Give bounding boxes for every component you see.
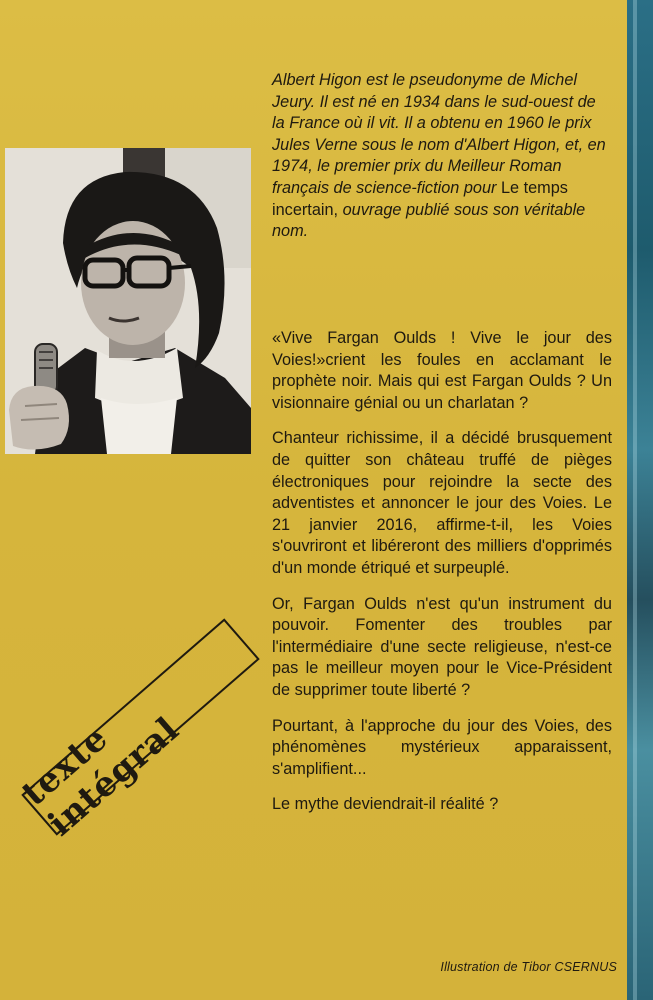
author-bio bbox=[272, 70, 612, 243]
synopsis-paragraph: Le mythe deviendrait-il réalité ? bbox=[272, 795, 499, 814]
bio-text-part-2: ouvrage publié sous son véritable nom. bbox=[272, 200, 586, 241]
illustration-credit: Illustration de Tibor CSERNUS bbox=[440, 960, 617, 974]
synopsis-paragraph: Chanteur richissime, il a décidé brusquement de quitter son château truffé de pièges électroniques pour rejoindre la secte des adventistes et annoncer le jour des Voies. Le 21 janvier 2016, affirme-t-il, les Voies s'ouvriront et libéreront des milliers d'opprimés d'un monde étriqué et surpeuplé. bbox=[272, 429, 612, 577]
front-cover-edge bbox=[627, 0, 653, 1000]
synopsis-paragraph: Pourtant, à l'approche du jour des Voies, des phénomènes mystérieux apparaissent, s'amplifient... bbox=[272, 716, 612, 778]
texte-integral-stamp: texte intégral bbox=[21, 618, 259, 835]
synopsis bbox=[272, 328, 612, 830]
synopsis-paragraph: «Vive Fargan Oulds ! Vive le jour des Voies!»crient les foules en acclamant le prophète noir. Mais qui est Fargan Oulds ? Un visionnaire génial ou un charlatan ? bbox=[272, 329, 612, 412]
author-photo bbox=[5, 148, 251, 454]
synopsis-paragraph: Or, Fargan Oulds n'est qu'un instrument du pouvoir. Fomenter des troubles par l'intermédiaire d'une secte religieuse, n'est-ce pas le meilleur moyen pour le Vice-Président de supprimer toute liberté ? bbox=[272, 594, 612, 699]
bio-book-title: Le temps incertain, bbox=[272, 178, 568, 219]
bio-text-part-1: Albert Higon est le pseudonyme de Michel Jeury. Il est né en 1934 dans le sud-ouest de la France où il vit. Il a obtenu en 1960 le prix Jules Verne sous le nom d'Albert Higon, et, en 1974, le premier prix du Meilleur Roman français de science-fiction pour bbox=[272, 71, 606, 197]
